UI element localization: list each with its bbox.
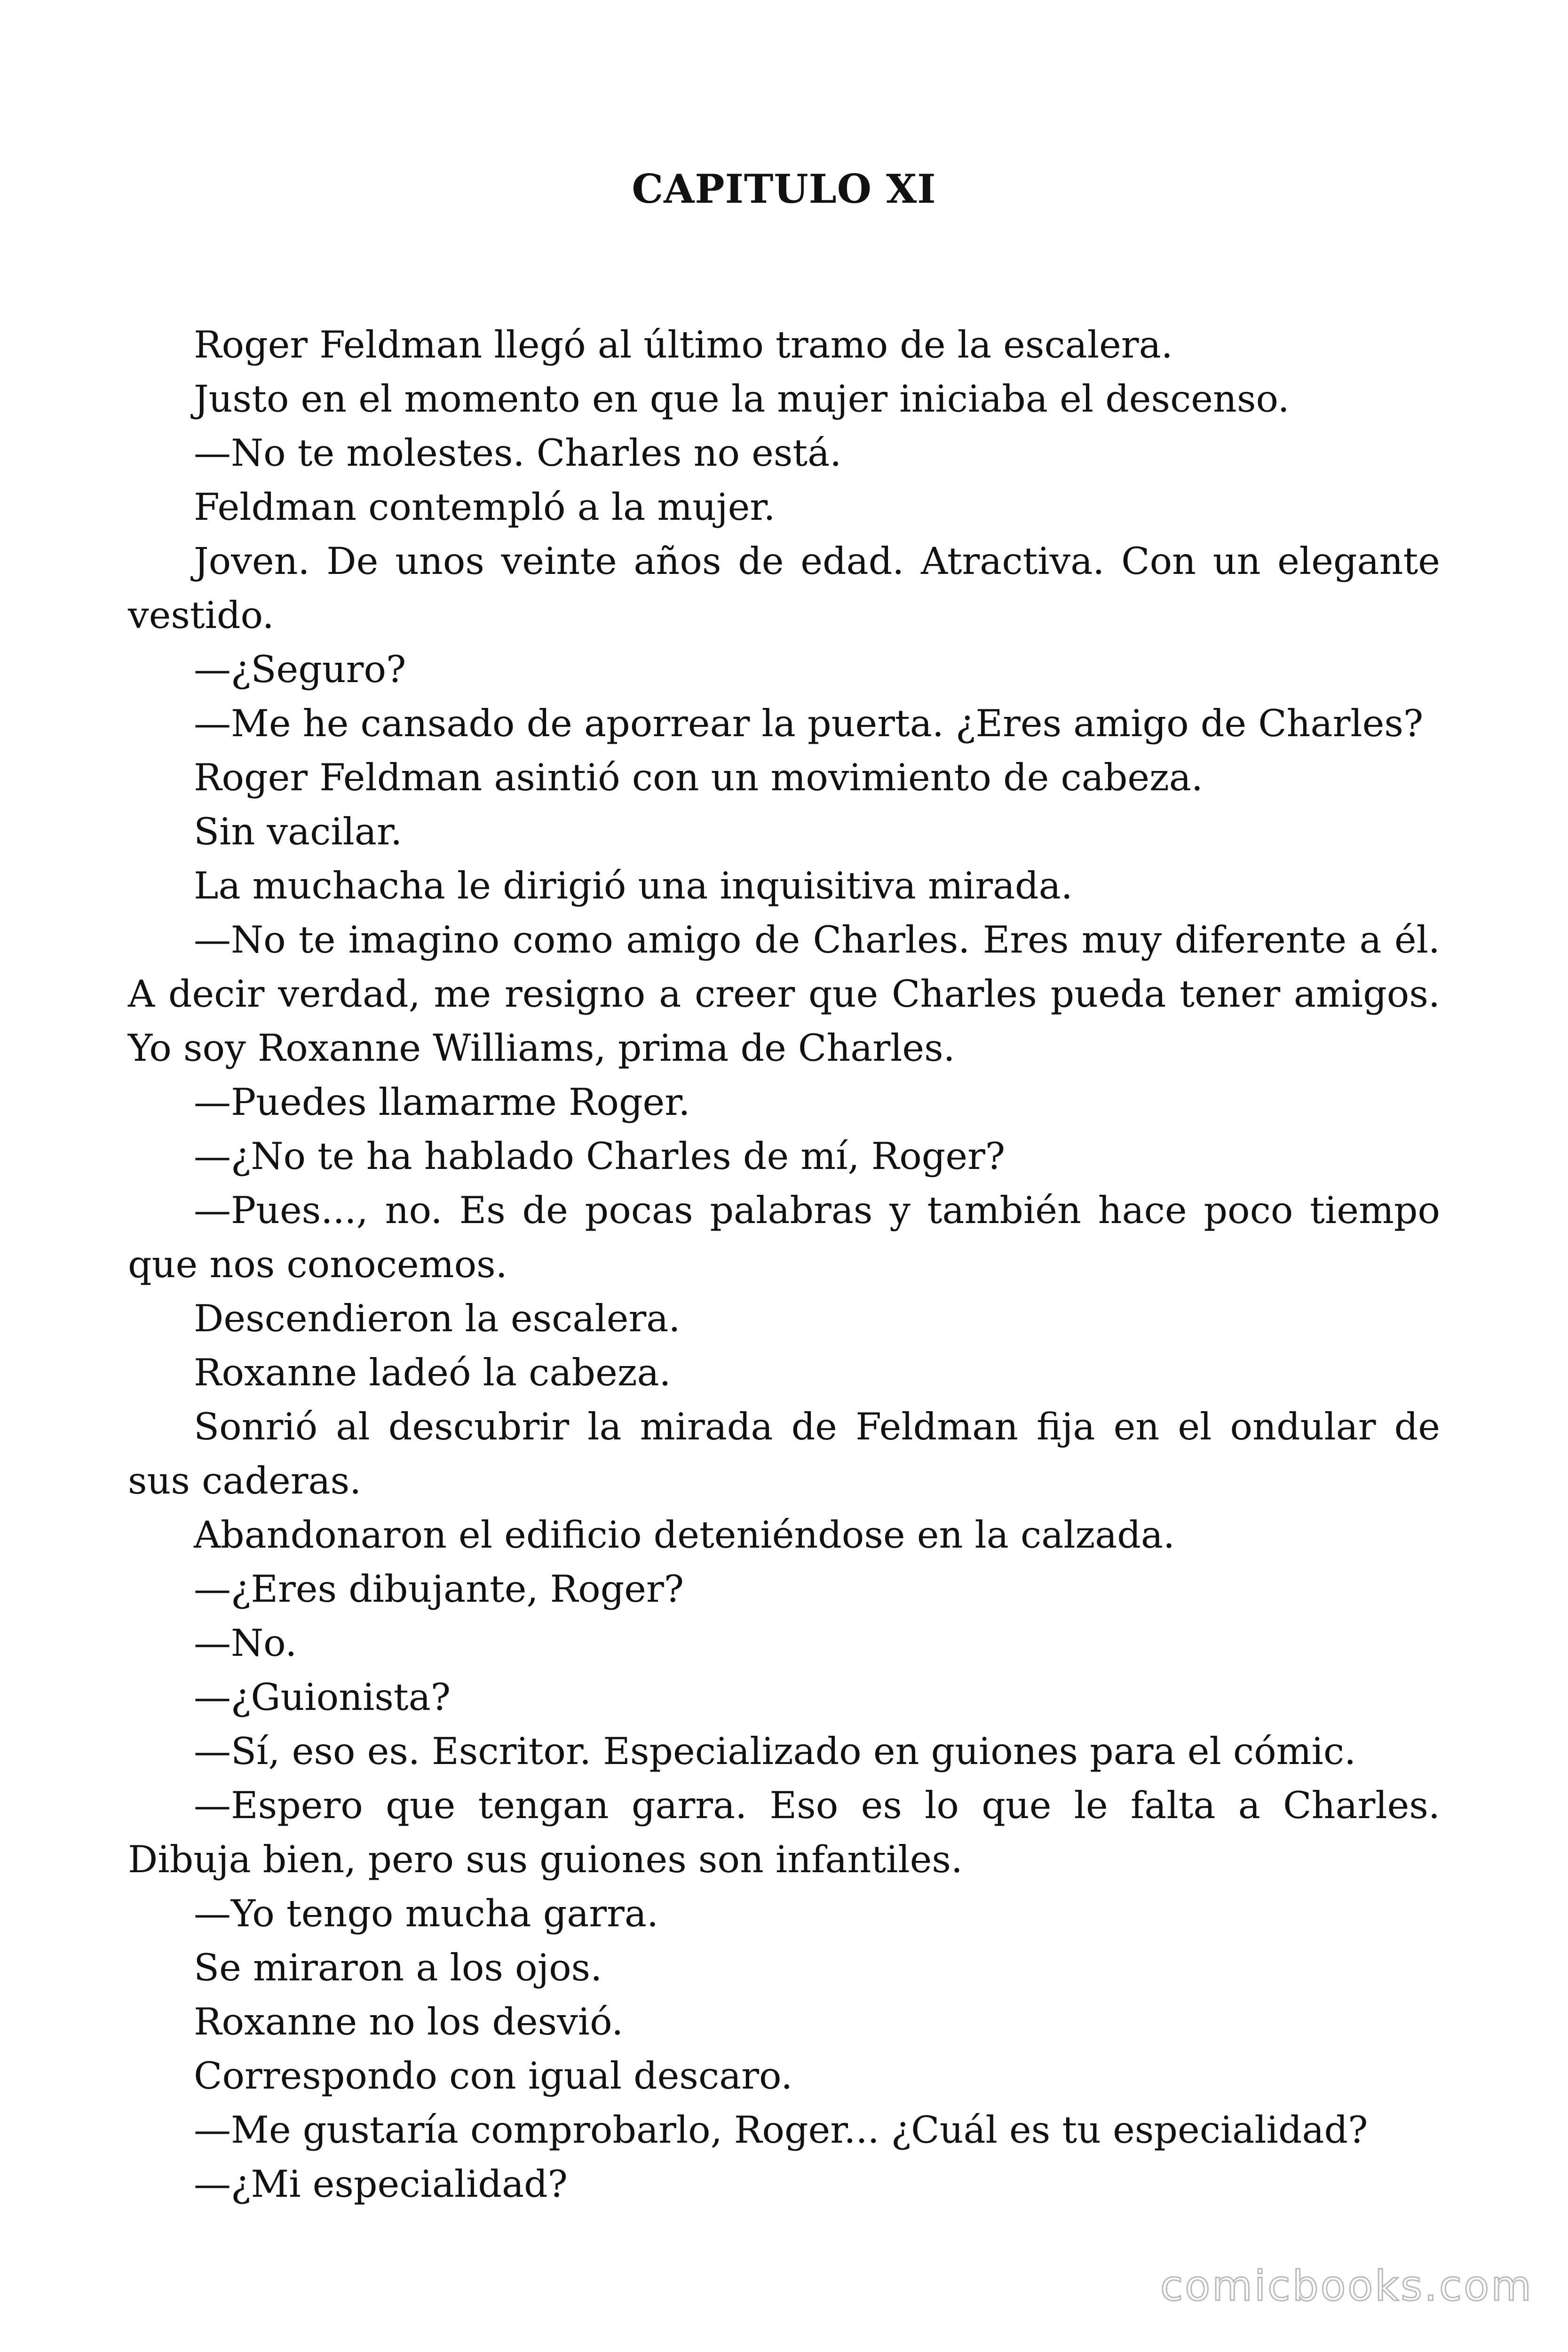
paragraph: —¿Guionista? — [194, 1676, 451, 1719]
paragraph: Feldman contempló a la mujer. — [194, 485, 776, 529]
paragraph: —Puedes llamarme Roger. — [194, 1081, 690, 1124]
paragraph: Correspondo con igual descaro. — [194, 2054, 793, 2098]
chapter-body — [128, 318, 1440, 2211]
paragraph: —No te molestes. Charles no está. — [194, 431, 842, 475]
paragraph: —Pues..., no. Es de pocas palabras y también hace poco tiempo que nos conocemos. — [128, 1189, 1440, 1286]
paragraph: —Espero que tengan garra. Eso es lo que le falta a Charles. Dibuja bien, pero sus guiones son infantiles. — [128, 1784, 1440, 1881]
paragraph: Descendieron la escalera. — [194, 1297, 681, 1340]
paragraph: Sonrió al descubrir la mirada de Feldman fija en el ondular de sus caderas. — [128, 1405, 1440, 1502]
paragraph: Roger Feldman llegó al último tramo de la escalera. — [194, 323, 1173, 366]
paragraph: —No. — [194, 1621, 297, 1665]
paragraph: —Sí, eso es. Escritor. Especializado en guiones para el cómic. — [194, 1730, 1356, 1773]
paragraph: —¿Seguro? — [194, 648, 406, 691]
chapter-title: CAPITULO XI — [632, 166, 936, 212]
paragraph: —¿Mi especialidad? — [194, 2162, 568, 2206]
paragraph: —Yo tengo mucha garra. — [194, 1892, 659, 1935]
paragraph: La muchacha le dirigió una inquisitiva mirada. — [194, 864, 1073, 907]
paragraph: —¿Eres dibujante, Roger? — [194, 1567, 684, 1611]
paragraph: —¿No te ha hablado Charles de mí, Roger? — [194, 1135, 1006, 1178]
paragraph: Justo en el momento en que la mujer iniciaba el descenso. — [194, 377, 1290, 421]
paragraph: —No te imagino como amigo de Charles. Eres muy diferente a él. A decir verdad, me resigno a creer que Charles pueda tener amigos. Yo soy Roxanne Williams, prima de Charles. — [128, 918, 1440, 1070]
paragraph: —Me gustaría comprobarlo, Roger... ¿Cuál es tu especialidad? — [194, 2108, 1368, 2152]
paragraph: Se miraron a los ojos. — [194, 1946, 602, 1989]
paragraph: Roger Feldman asintió con un movimiento de cabeza. — [194, 756, 1203, 799]
paragraph: Abandonaron el edificio deteniéndose en la calzada. — [194, 1513, 1175, 1557]
paragraph: Sin vacilar. — [194, 810, 403, 853]
paragraph: —Me he cansado de aporrear la puerta. ¿Eres amigo de Charles? — [194, 702, 1424, 745]
paragraph: Roxanne no los desvió. — [194, 2000, 624, 2043]
paragraph: Joven. De unos veinte años de edad. Atractiva. Con un elegante vestido. — [128, 540, 1440, 637]
paragraph: Roxanne ladeó la cabeza. — [194, 1351, 671, 1394]
watermark: comicbooks.com — [1160, 2262, 1533, 2310]
